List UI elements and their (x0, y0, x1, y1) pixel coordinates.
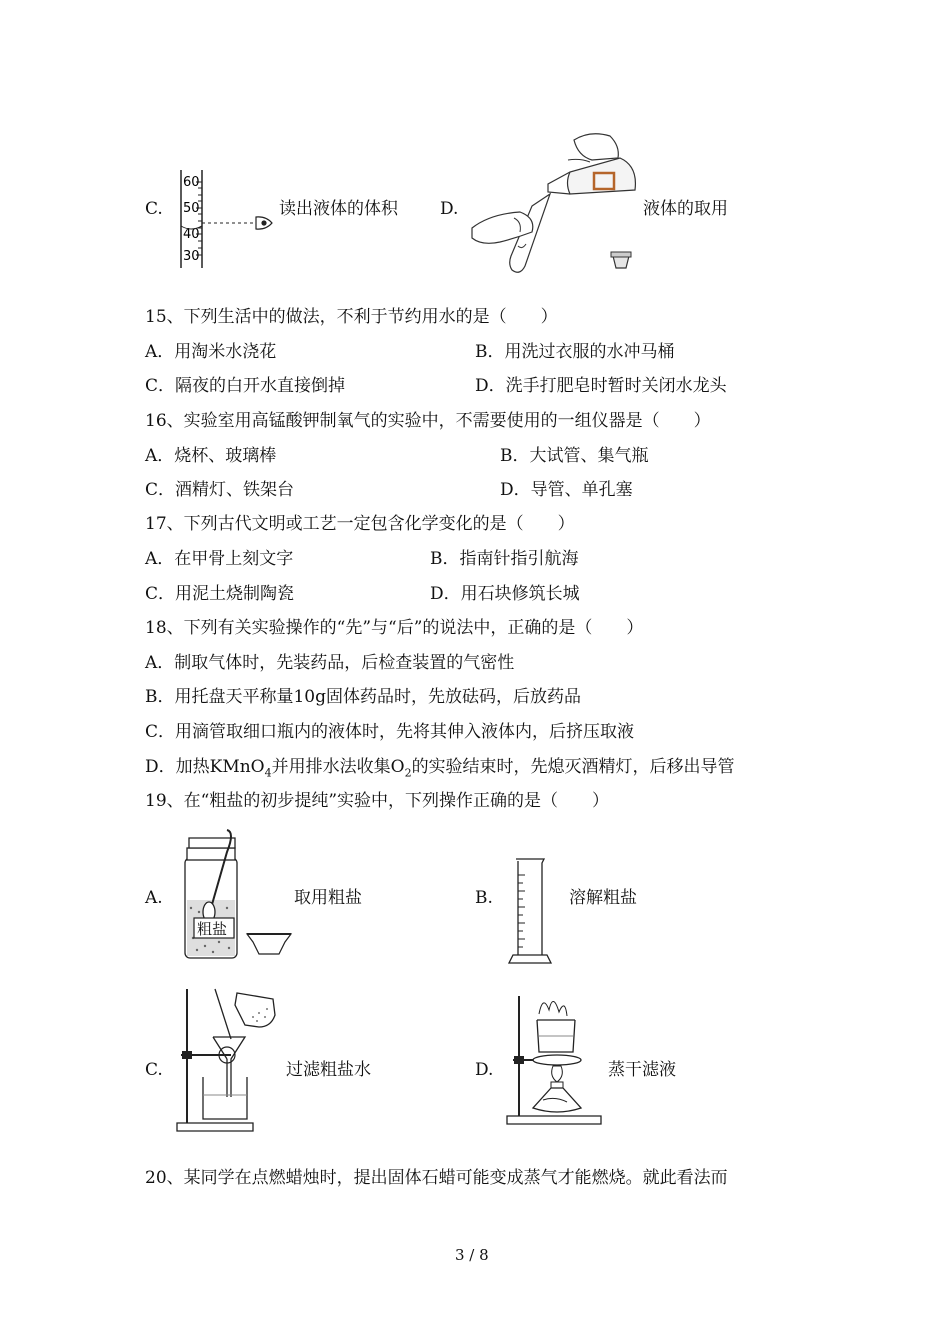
q18-option-c: C．用滴管取细口瓶内的液体时，先将其伸入液体内，后挤压取液 (145, 722, 635, 742)
q15-option-d: D．洗手打肥皂时暂时关闭水龙头 (475, 376, 727, 396)
q20-stem: 20、某同学在点燃蜡烛时，提出固体石蜡可能变成蒸气才能燃烧。就此看法而 (145, 1168, 728, 1188)
q18-d-sub1: 4 (264, 766, 272, 780)
q16-stem: 16、实验室用高锰酸钾制氧气的实验中，不需要使用的一组仪器是（ ） (145, 411, 711, 431)
q16-option-c: C．酒精灯、铁架台 (145, 480, 295, 500)
q18-option-d (145, 757, 735, 780)
q15-stem: 15、下列生活中的做法，不利于节约用水的是（ ） (145, 307, 558, 327)
stopper-icon (613, 256, 629, 268)
cyl-tick-30: 30 (183, 249, 200, 264)
q18-d-part1: D．加热KMnO (145, 757, 265, 777)
q16-option-b: B．大试管、集气瓶 (500, 446, 649, 466)
q15-option-a: A．用淘米水浇花 (145, 342, 277, 362)
q18-d-sub2: 2 (404, 766, 412, 780)
q14-option-d-label: D. (440, 199, 459, 219)
q18-d-part2: 并用排水法收集O (271, 757, 405, 777)
q18-stem: 18、下列有关实验操作的“先”与“后”的说法中，正确的是（ ） (145, 618, 644, 638)
q19-option-b-label: B. (475, 888, 493, 908)
filtration-setup-figure (173, 985, 285, 1137)
evaporation-setup-figure (503, 990, 603, 1130)
q17-option-a: A．在甲骨上刻文字 (145, 549, 294, 569)
q15-option-c: C．隔夜的白开水直接倒掉 (145, 376, 346, 396)
q17-option-b: B．指南针指引航海 (430, 549, 579, 569)
q19-option-a-text: 取用粗盐 (294, 888, 362, 908)
q19-option-b-text: 溶解粗盐 (569, 888, 637, 908)
q18-d-part3: 的实验结束时，先熄灭酒精灯，后移出导管 (411, 757, 735, 777)
cyl-tick-40: 40 (183, 227, 200, 242)
q17-option-d: D．用石块修筑长城 (430, 584, 580, 604)
q19-option-d-text: 蒸干滤液 (608, 1060, 676, 1080)
cyl-tick-50: 50 (183, 201, 200, 216)
measuring-cylinder-figure (505, 855, 555, 967)
q19-option-a-label: A. (145, 888, 163, 908)
q19-stem: 19、在“粗盐的初步提纯”实验中，下列操作正确的是（ ） (145, 791, 610, 811)
q17-stem: 17、下列古代文明或工艺一定包含化学变化的是（ ） (145, 514, 575, 534)
q14-option-c-text: 读出液体的体积 (279, 199, 398, 219)
liquid-pouring-figure (470, 128, 640, 283)
cyl-tick-60: 60 (183, 175, 200, 190)
q19-option-c-label: C. (145, 1060, 163, 1080)
dish-icon (247, 934, 291, 954)
graduated-cylinder-reading-figure (168, 168, 280, 272)
q19-option-d-label: D. (475, 1060, 494, 1080)
q16-option-d: D．导管、单孔塞 (500, 480, 633, 500)
q17-option-c: C．用泥土烧制陶瓷 (145, 584, 295, 604)
jar-label: 粗盐 (197, 920, 228, 938)
q15-option-b: B．用洗过衣服的水冲马桶 (475, 342, 675, 362)
q14-option-c-label: C. (145, 199, 163, 219)
q18-option-b: B．用托盘天平称量10g固体药品时，先放砝码，后放药品 (145, 687, 582, 707)
q16-option-a: A．烧杯、玻璃棒 (145, 446, 277, 466)
page-number: 3 / 8 (455, 1246, 489, 1264)
salt-jar-figure (175, 828, 295, 963)
q19-option-c-text: 过滤粗盐水 (286, 1060, 371, 1080)
q18-option-a: A．制取气体时，先装药品，后检查装置的气密性 (145, 653, 515, 673)
q14-option-d-text: 液体的取用 (643, 199, 728, 219)
